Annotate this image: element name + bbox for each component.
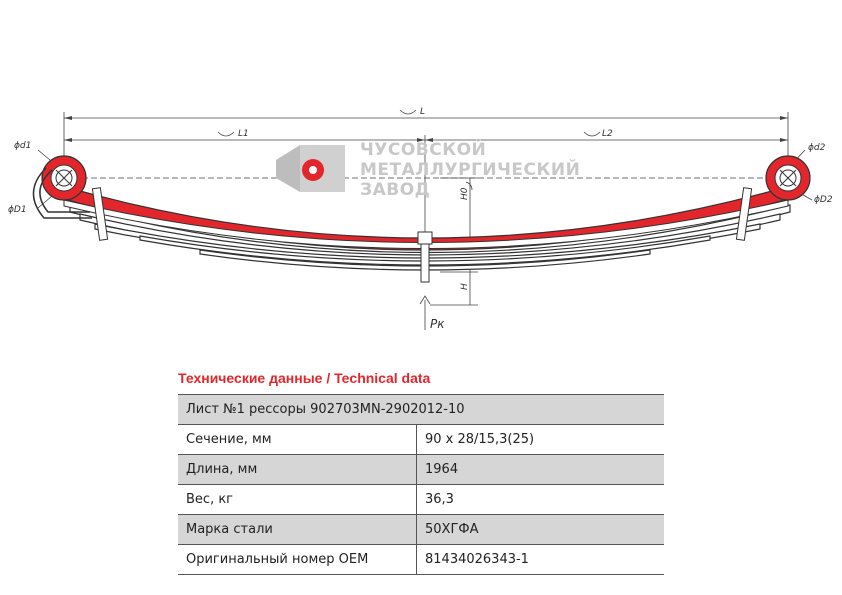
technical-data-table — [178, 394, 664, 575]
dimension-arrows — [64, 116, 788, 142]
logo-line-1: ЧУСОВСКОЙ — [360, 140, 487, 160]
row-label: Длина, мм — [178, 455, 417, 485]
label-L: L — [420, 107, 426, 117]
logo-mark — [276, 145, 345, 192]
row-label: Марка стали — [178, 515, 417, 545]
row-label: Вес, кг — [178, 485, 417, 515]
table-row — [178, 425, 664, 455]
row-value: 90 х 28/15,3(25) — [417, 425, 665, 455]
table-row — [178, 485, 664, 515]
label-Pk: Pк — [430, 317, 445, 331]
label-D2: ϕD2 — [814, 195, 833, 205]
label-L1: L1 — [238, 129, 249, 139]
table-header-cell: Лист №1 рессоры 902703MN-2902012-10 — [178, 395, 664, 425]
row-label: Сечение, мм — [178, 425, 417, 455]
label-d2: ϕd2 — [808, 143, 826, 153]
label-L2: L2 — [602, 129, 613, 139]
row-value: 36,3 — [417, 485, 665, 515]
label-d1: ϕd1 — [14, 141, 32, 151]
table-row — [178, 455, 664, 485]
label-H: H — [460, 283, 470, 290]
table-header-row — [178, 395, 664, 425]
table-row — [178, 515, 664, 545]
table-row — [178, 545, 664, 575]
row-value: 81434026343-1 — [417, 545, 665, 575]
row-value: 1964 — [417, 455, 665, 485]
right-eye — [766, 156, 810, 200]
row-value: 50ХГФА — [417, 515, 665, 545]
technical-data-title: Технические данные / Technical data — [178, 370, 431, 386]
label-H0: H0 — [460, 187, 470, 200]
company-logo — [276, 138, 580, 200]
label-D1: ϕD1 — [8, 205, 27, 215]
logo-line-2: МЕТАЛЛУРГИЧЕСКИЙ — [360, 160, 581, 180]
row-label: Оригинальный номер OEM — [178, 545, 417, 575]
logo-line-3: ЗАВОД — [360, 180, 431, 200]
